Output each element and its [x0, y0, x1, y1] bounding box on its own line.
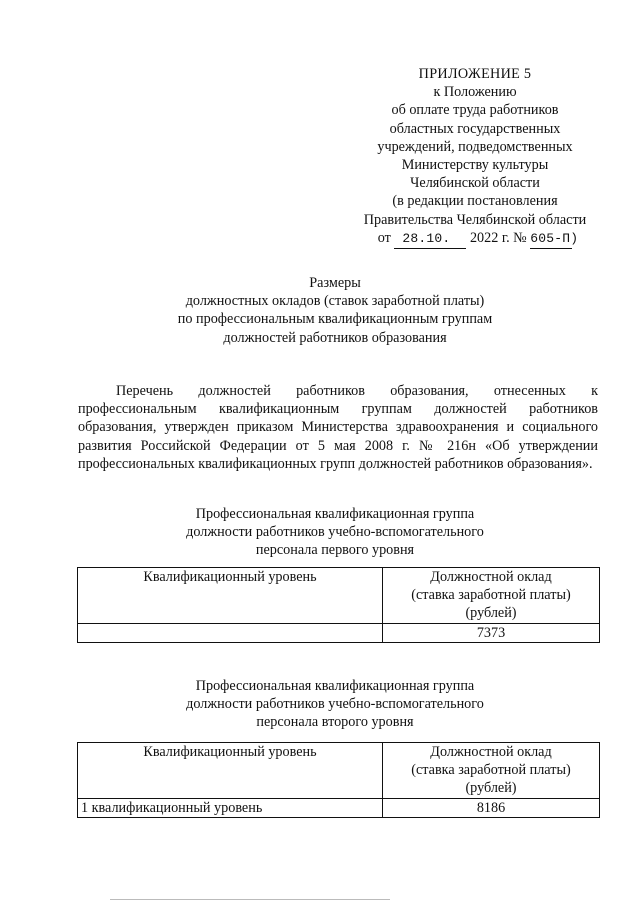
- table-header-row: [78, 743, 600, 799]
- table-header-row: [78, 568, 600, 624]
- resolution-year: 2022 г. №: [469, 229, 527, 246]
- date-prefix: от: [377, 229, 391, 246]
- title-line: Размеры: [309, 275, 361, 291]
- header-salary-line: Должностной оклад: [430, 569, 552, 585]
- annex-heading: ПРИЛОЖЕНИЕ 5: [418, 66, 532, 82]
- group-title-line: Профессиональная квалификационная группа: [195, 506, 475, 522]
- group-2-title: [150, 677, 520, 732]
- cell-level: [78, 623, 383, 642]
- title-line: должностных окладов (ставок заработной платы): [185, 293, 485, 310]
- group-title-line: должности работников учебно-вспомогательного: [186, 524, 484, 541]
- header-salary-line: Должностной оклад: [430, 744, 552, 760]
- group-title-line: Профессиональная квалификационная группа: [195, 678, 475, 694]
- group-title-line: должности работников учебно-вспомогательного: [186, 696, 484, 713]
- header-level: Квалификационный уровень: [78, 568, 383, 624]
- annex-line: Министерству культуры: [401, 157, 549, 174]
- header-salary: [383, 743, 600, 799]
- group-title-line: персонала первого уровня: [255, 542, 415, 559]
- title-line: по профессиональным квалификационным группам: [177, 311, 493, 328]
- annex-line: к Положению: [433, 84, 517, 101]
- header-salary-line: (рублей): [465, 780, 517, 797]
- intro-paragraph: Перечень должностей работников образования, отнесенных к профессиональным квалификационным группам должностей работников образования, утвержден приказом Министерства здравоохранения и социального развития Российской Федерации от 5 мая 2008 г. № 216н «Об утверждении профессиональных квалификационных групп должностей работников образования».: [78, 383, 598, 472]
- annex-date-line: [352, 229, 598, 249]
- annex-line: (в редакции постановления: [392, 193, 558, 210]
- document-title: [150, 274, 520, 347]
- page-edge-rule: [110, 899, 390, 900]
- header-salary-line: (рублей): [465, 605, 517, 622]
- header-salary: [383, 568, 600, 624]
- cell-salary: 8186: [383, 798, 600, 817]
- annex-line: Челябинской области: [410, 175, 540, 192]
- annex-line: областных государственных: [389, 120, 561, 137]
- header-salary-line: (ставка заработной платы): [411, 762, 571, 779]
- resolution-date: 28.10.: [394, 230, 466, 249]
- cell-level: 1 квалификационный уровень: [78, 798, 383, 817]
- annex-line: Правительства Челябинской области: [363, 211, 587, 228]
- header-salary-line: (ставка заработной платы): [411, 587, 571, 604]
- cell-salary: 7373: [383, 623, 600, 642]
- group-title-line: персонала второго уровня: [256, 714, 414, 731]
- salary-table-2: [77, 742, 600, 818]
- group-1-title: [150, 505, 520, 560]
- annex-line: учреждений, подведомственных: [377, 138, 573, 155]
- title-line: должностей работников образования: [223, 329, 447, 346]
- header-level: Квалификационный уровень: [78, 743, 383, 799]
- annex-block: [352, 65, 598, 249]
- table-row: [78, 798, 600, 817]
- resolution-number: 605-П): [530, 230, 572, 249]
- table-row: [78, 623, 600, 642]
- salary-table-1: [77, 567, 600, 643]
- annex-line: об оплате труда работников: [391, 102, 559, 119]
